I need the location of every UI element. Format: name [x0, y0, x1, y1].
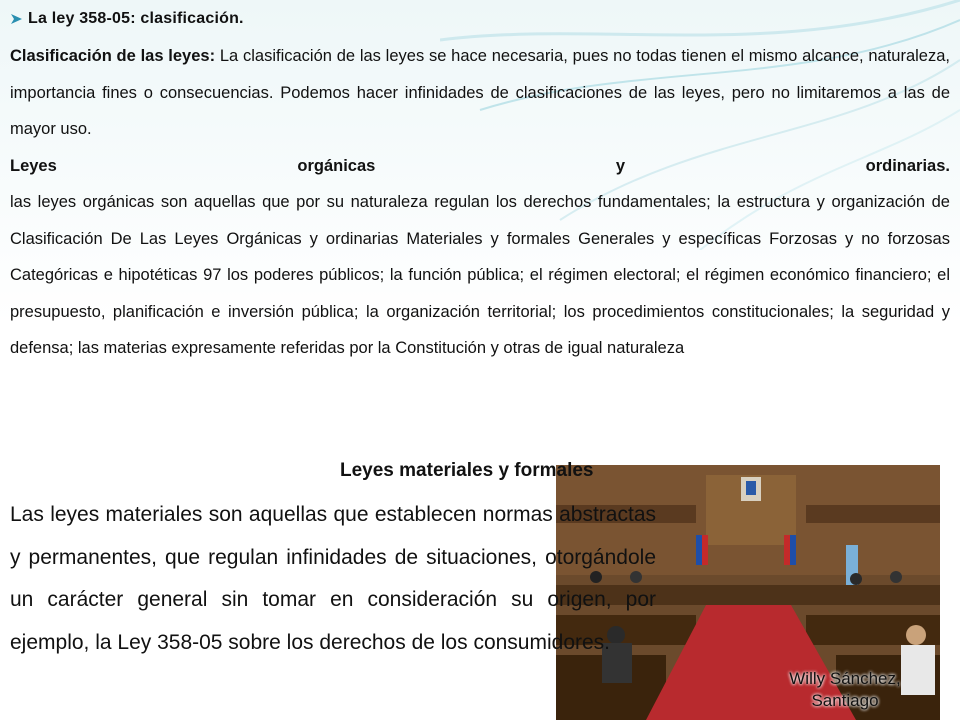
organic-laws-text: las leyes orgánicas son aquellas que por su naturaleza regulan los derechos fundamentales; la estructura y organización de Clasificación De Las Leyes Orgánicas y ordinarias Materiales y formales Generales y específicas Forzosas y no forzosas Categóricas e hipotéticas 97 los poderes públicos; la función pública; el régimen electoral; el régimen económico financiero; el presupuesto, planificación e inversión pública; la organización territorial; los procedimientos constitucionales; la seguridad y defensa; las materias expresamente referidas por la Constitución y otras de igual naturaleza [10, 193, 950, 357]
lead-label: Clasificación de las leyes: [10, 47, 216, 65]
page-heading: La ley 358-05: clasificación. [28, 10, 244, 27]
materials-subheading: Leyes materiales y formales [340, 460, 594, 481]
classification-paragraph [10, 38, 950, 367]
photo-credit: Willy Sánchez, Santiago [789, 669, 901, 710]
material-laws-paragraph: Las leyes materiales son aquellas que establecen normas abstractas y permanentes, que regulan infinidades de situaciones, otorgándole un carácter general sin tomar en consideración su origen, por ejemplo, la Ley 358-05 sobre los derechos de los consumidores. [10, 503, 656, 654]
arrow-bullet-icon [10, 12, 24, 26]
section-title: Leyes orgánicas y ordinarias. [10, 156, 950, 175]
heading-row [10, 10, 244, 28]
lead-text: La clasificación de las leyes se hace necesaria, pues no todas tienen el mismo alcance, naturaleza, importancia fines o consecuencias. Podemos hacer infinidades de clasificaciones de las leyes, pero no limitaremos a las de mayor uso. [10, 47, 950, 138]
